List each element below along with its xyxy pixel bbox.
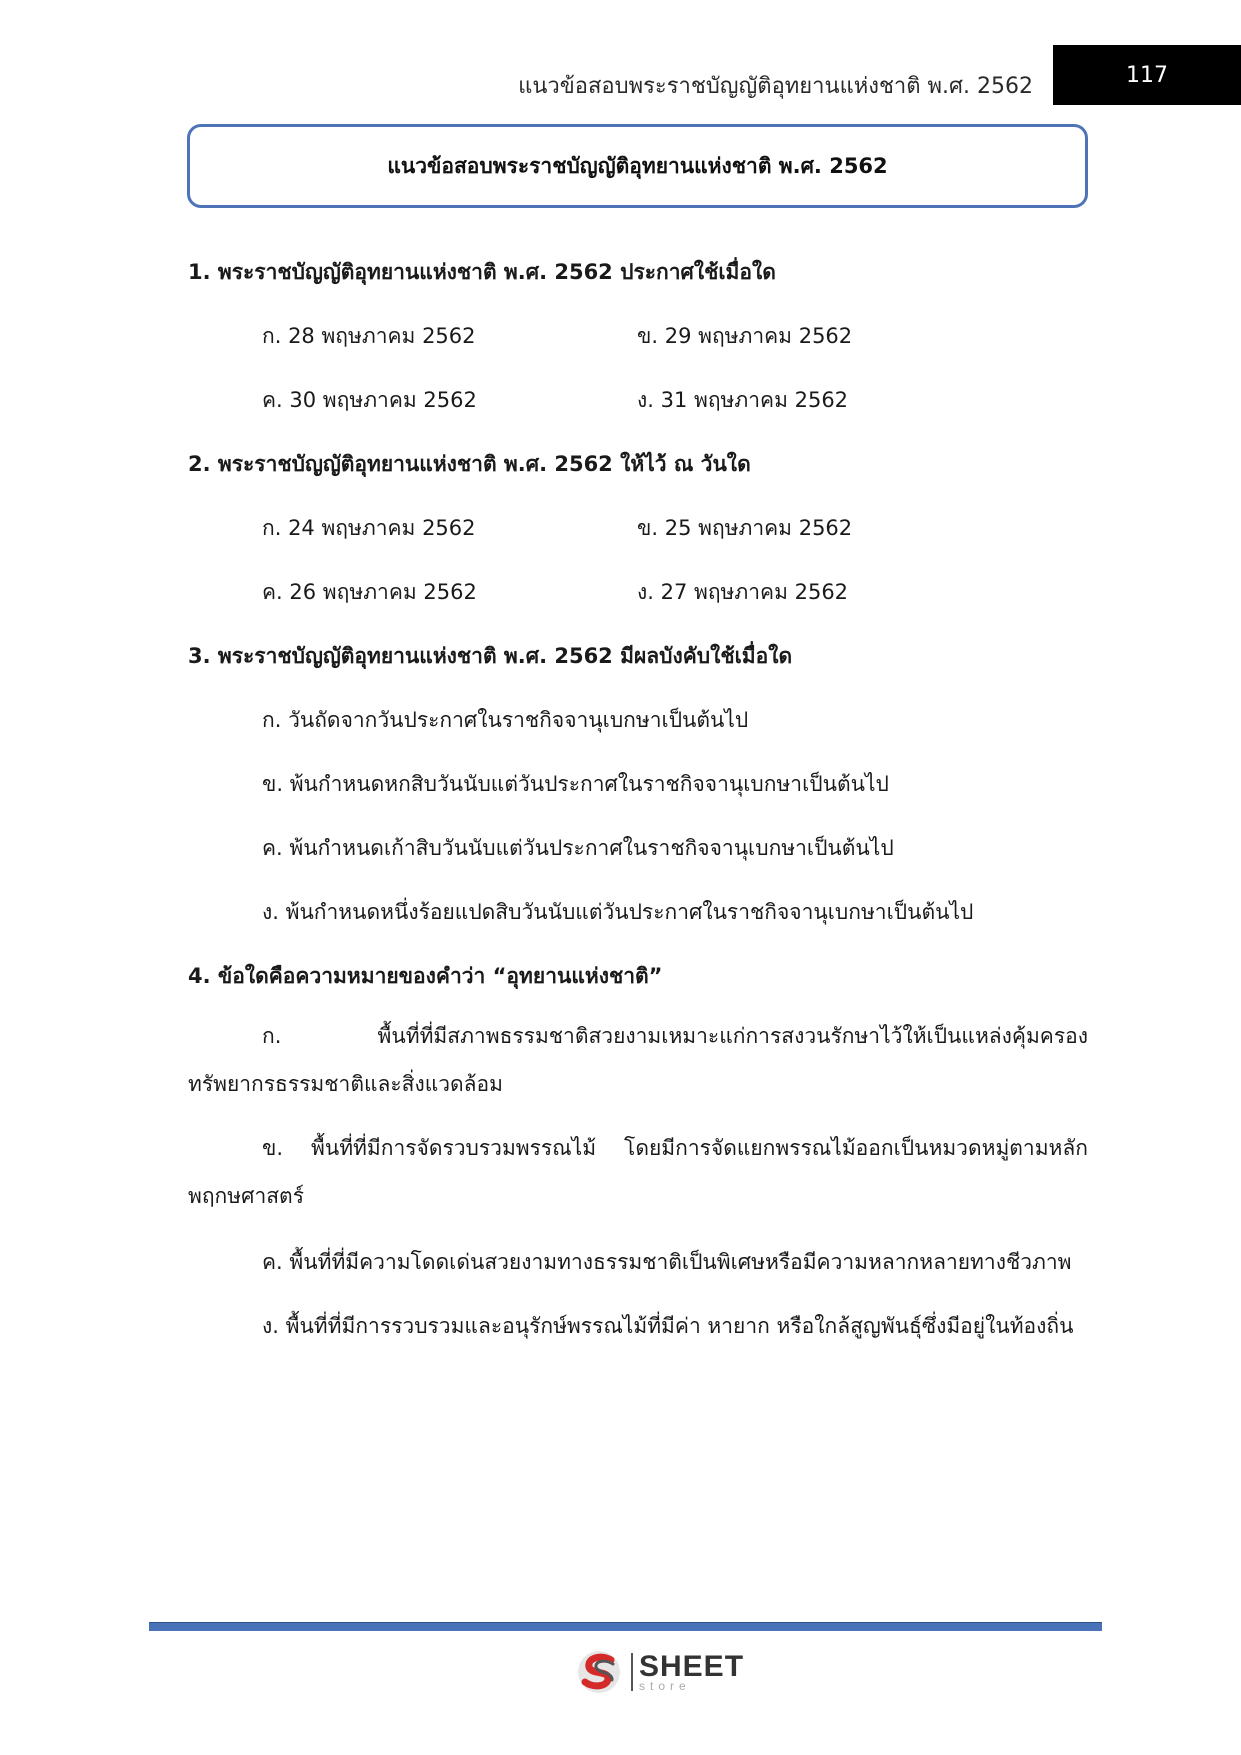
q2-option-b: ข. 25 พฤษภาคม 2562 (637, 516, 853, 540)
logo-separator (631, 1653, 633, 1691)
sheet-store-logo (575, 1648, 745, 1696)
q2-option-c: ค. 26 พฤษภาคม 2562 (262, 580, 477, 604)
q3-option-d: ง. พ้นกำหนดหนึ่งร้อยแปดสิบวันนับแต่วันประกาศในราชกิจจานุเบกษาเป็นต้นไป (262, 900, 974, 924)
q3-option-a: ก. วันถัดจากวันประกาศในราชกิจจานุเบกษาเป็นต้นไป (262, 708, 749, 732)
q1-option-c: ค. 30 พฤษภาคม 2562 (262, 388, 477, 412)
q1-option-b: ข. 29 พฤษภาคม 2562 (637, 324, 853, 348)
q3-option-b: ข. พ้นกำหนดหกสิบวันนับแต่วันประกาศในราชกิจจานุเบกษาเป็นต้นไป (262, 772, 889, 796)
q1-option-a: ก. 28 พฤษภาคม 2562 (262, 324, 476, 348)
q3-option-c: ค. พ้นกำหนดเก้าสิบวันนับแต่วันประกาศในราชกิจจานุเบกษาเป็นต้นไป (262, 836, 894, 860)
section-title: แนวข้อสอบพระราชบัญญัติอุทยานแห่งชาติ พ.ศ. 2562 (187, 124, 1088, 208)
running-header: แนวข้อสอบพระราชบัญญัติอุทยานแห่งชาติ พ.ศ. 2562 (518, 74, 1033, 99)
question-3: 3. พระราชบัญญัติอุทยานแห่งชาติ พ.ศ. 2562 มีผลบังคับใช้เมื่อใด (188, 644, 793, 668)
q4-option-b: ข. พื้นที่ที่มีการจัดรวบรวมพรรณไม้ โดยมีการจัดแยกพรรณไม้ออกเป็นหมวดหมู่ตามหลักพฤกษศาสตร์ (188, 1136, 1088, 1208)
logo-subtitle: store (639, 1679, 691, 1693)
q1-option-d: ง. 31 พฤษภาคม 2562 (637, 388, 849, 412)
question-1: 1. พระราชบัญญัติอุทยานแห่งชาติ พ.ศ. 2562 ประกาศใช้เมื่อใด (188, 260, 776, 284)
question-2: 2. พระราชบัญญัติอุทยานแห่งชาติ พ.ศ. 2562 ให้ไว้ ณ วันใด (188, 452, 751, 476)
question-4: 4. ข้อใดคือความหมายของคำว่า “อุทยานแห่งชาติ” (188, 964, 663, 988)
q4-option-d: ง. พื้นที่ที่มีการรวบรวมและอนุรักษ์พรรณไม้ที่มีค่า หายาก หรือใกล้สูญพันธุ์ซึ่งมีอยู่ในท้องถิ่น (262, 1314, 1074, 1338)
sheet-logo-icon (575, 1648, 625, 1696)
q4-option-a: ก. พื้นที่ที่มีสภาพธรรมชาติสวยงามเหมาะแก่การสงวนรักษาไว้ให้เป็นแหล่งคุ้มครองทรัพยากรธรรมชาติและสิ่งแวดล้อม (188, 1024, 1088, 1096)
logo-name: SHEET (639, 1650, 745, 1683)
q2-option-d: ง. 27 พฤษภาคม 2562 (637, 580, 849, 604)
q4-option-c: ค. พื้นที่ที่มีความโดดเด่นสวยงามทางธรรมชาติเป็นพิเศษหรือมีความหลากหลายทางชีวภาพ (262, 1250, 1072, 1274)
q2-option-a: ก. 24 พฤษภาคม 2562 (262, 516, 476, 540)
footer-rule (149, 1622, 1102, 1631)
page-number: 117 (1053, 45, 1241, 105)
